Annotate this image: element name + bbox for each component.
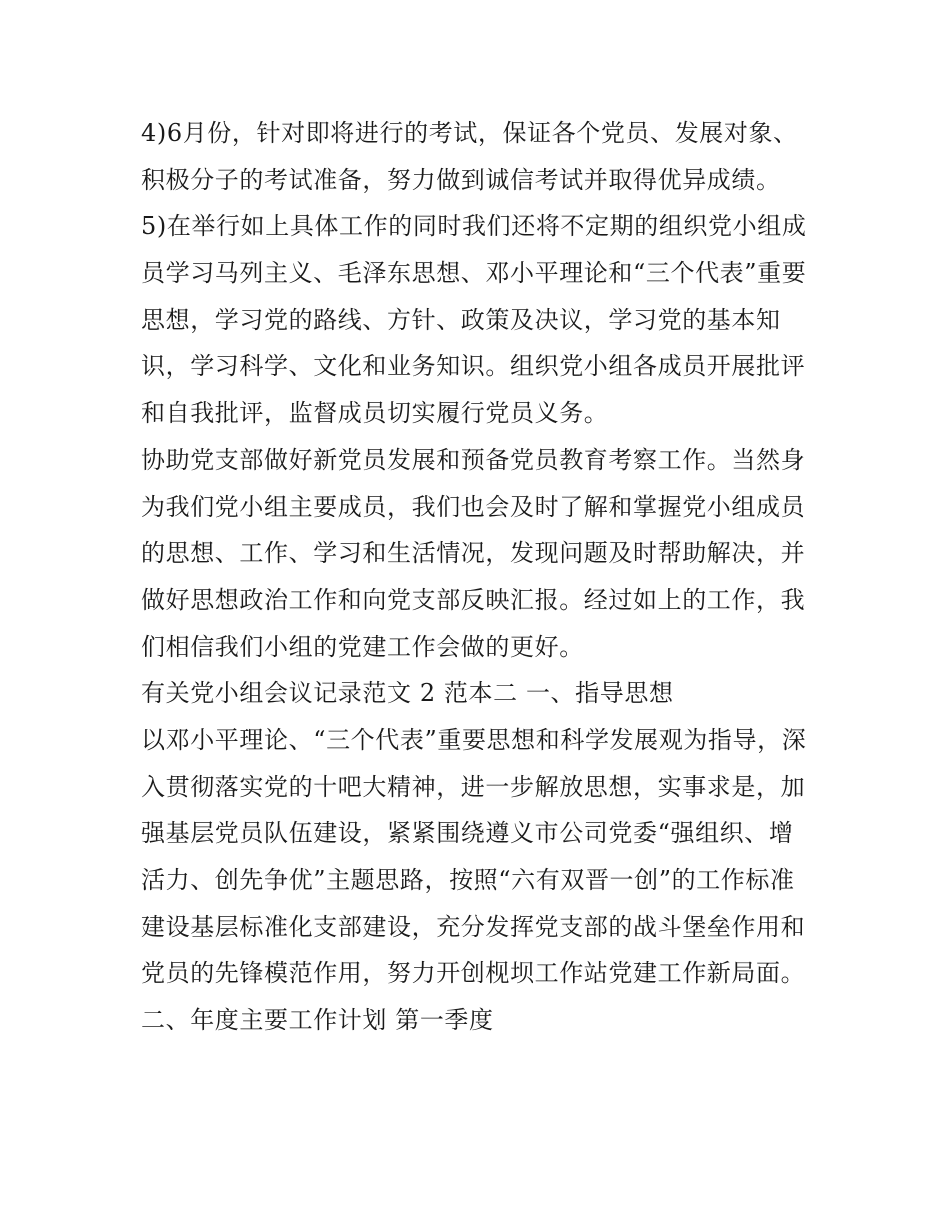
text-line: 5)在举行如上具体工作的同时我们还将不定期的组织党小组成: [141, 212, 807, 241]
text-line: 4)6月份，针对即将进行的考试，保证各个党员、发展对象、: [141, 119, 798, 147]
text-line: 强基层党员队伍建设，紧紧围绕遵义市公司党委“强组织、增: [141, 819, 794, 848]
text-line: 为我们党小组主要成员，我们也会及时了解和掌握党小组成员: [141, 492, 806, 521]
document-body: [141, 110, 821, 1044]
text-line: 员学习马列主义、毛泽东思想、邓小平理论和“三个代表”重要: [141, 259, 807, 288]
section-heading: 二、年度主要工作计划 第一季度: [141, 1006, 494, 1035]
text-line: 们相信我们小组的党建工作会做的更好。: [141, 632, 584, 661]
text-line: 思想，学习党的路线、方针、政策及决议，学习党的基本知: [141, 305, 781, 334]
text-line: 入贯彻落实党的十吧大精神，进一步解放思想，实事求是，加: [141, 772, 806, 801]
text-line: 积极分子的考试准备，努力做到诚信考试并取得优异成绩。: [141, 165, 781, 194]
text-line: 活力、创先争优”主题思路，按照“六有双晋一创”的工作标准: [141, 866, 795, 894]
text-line: 以邓小平理论、“三个代表”重要思想和科学发展观为指导，深: [141, 725, 807, 754]
text-line: 的思想、工作、学习和生活情况，发现问题及时帮助解决，并: [141, 539, 806, 568]
text-line: 做好思想政治工作和向党支部反映汇报。经过如上的工作，我: [141, 585, 806, 614]
section-heading: 有关党小组会议记录范文 2 范本二 一、指导思想: [141, 679, 674, 708]
text-line: 建设基层标准化支部建设，充分发挥党支部的战斗堡垒作用和: [141, 912, 806, 941]
text-line: 协助党支部做好新党员发展和预备党员教育考察工作。当然身: [141, 445, 806, 474]
text-line: 党员的先锋模范作用，努力开创枧坝工作站党建工作新局面。: [141, 959, 806, 988]
text-line: 和自我批评，监督成员切实履行党员义务。: [141, 399, 609, 428]
text-line: 识，学习科学、文化和业务知识。组织党小组各成员开展批评: [141, 352, 806, 381]
